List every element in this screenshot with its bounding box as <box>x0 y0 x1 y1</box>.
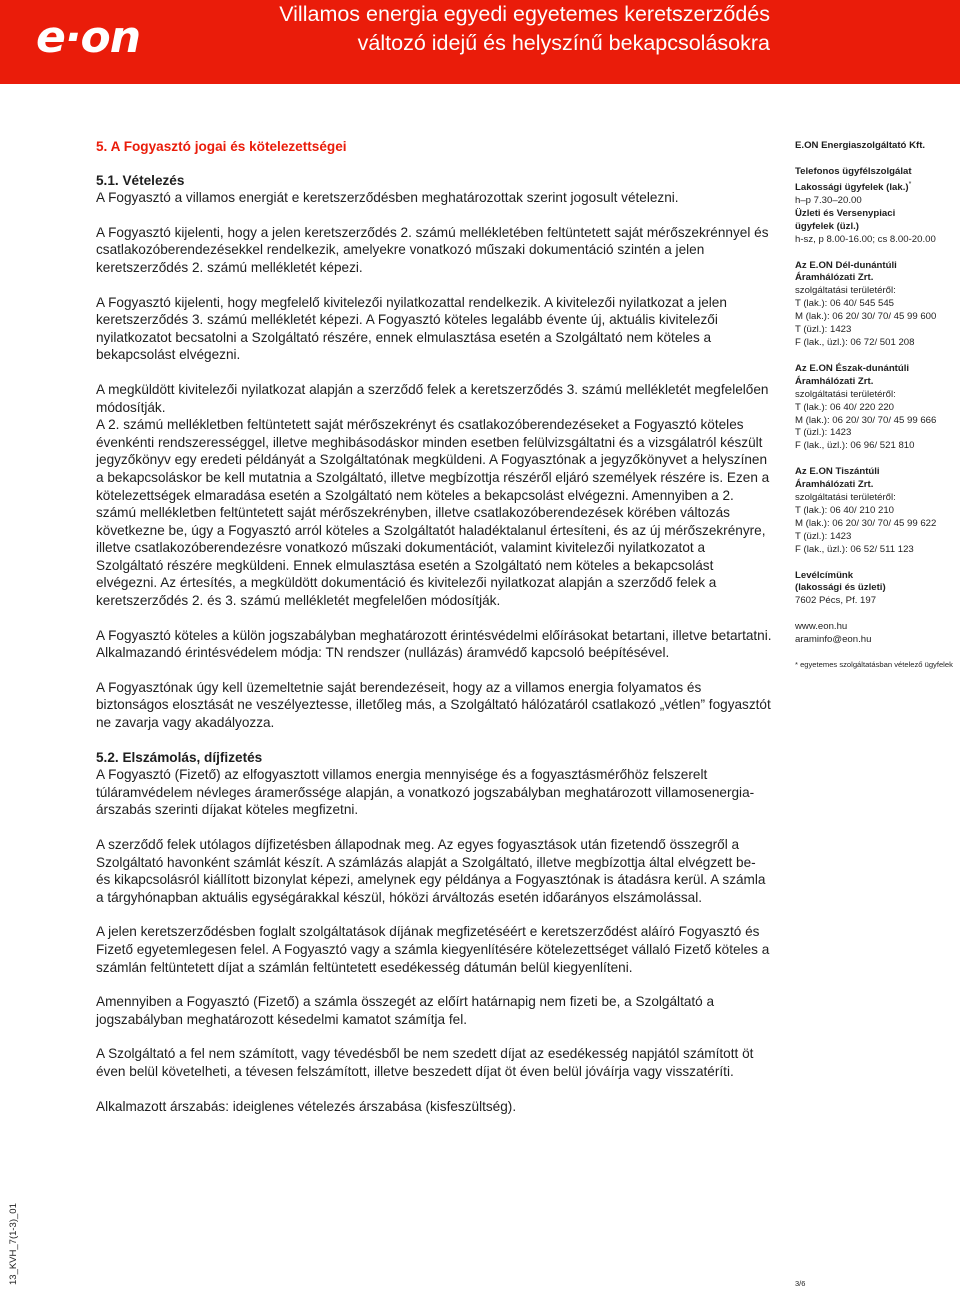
region-fax: F (lak., üzl.): 06 52/ 511 123 <box>795 543 914 555</box>
online-contact-block <box>795 621 955 647</box>
paragraph: A megküldött kivitelezői nyilatkozat alapján a szerződő felek a keretszerződés 3. számú mellékletét megfelelően módosítják. <box>96 381 769 415</box>
subsection-title-5-2: 5.2. Elszámolás, díjfizetés <box>96 749 263 765</box>
region-phone: T (lak.): 06 40/ 545 545 <box>795 298 895 310</box>
phone-service-block <box>795 166 955 247</box>
region-block <box>795 363 955 453</box>
region-business-phone: T (üzl.): 1423 <box>795 530 852 542</box>
paragraph: A Fogyasztó köteles a külön jogszabályban meghatározott érintésvédelmi előírásokat betartani, illetve betartatni. Alkalmazandó érintésvédelem módja: TN rendszer (nullázás) áramvédő kapcsoló beépítésével. <box>96 627 772 661</box>
mailing-title-1: Levélcímünk <box>795 569 854 581</box>
paragraph: A 2. számú mellékletben feltüntetett saját mérőszekrényt és csatlakozóberendezéseket a Fogyasztó köteles évenkénti rendszerességgel, illetve meghibásodáskor minden esetben felülvizsgáltatni és a vizsgálatról készült jegyzőkönyv egy eredeti példányát a Szolgáltatónak megküldeni. A Fogyasztónak a jegyzőkönyvet a helyszínen a bekapcsoláskor be kell mutatnia a Szolgáltató, illetve megbízottja részéről eljáró személyek részére is. Ezen a kötelezettségek elmaradása esetén a Szolgáltató nem köteles a bekapcsolást elvégezni. Amennyiben a 2. számú mellékletben feltüntetett saját mérőszekrényben, illetve csatlakozóberendezések körében változás következne be, úgy a Fogyasztó arról köteles a Szolgáltatót haladéktalanul értesíteni, és az új mérőszekrényre, illetve csatlakozóberendezésre vonatkozó műszaki dokumentációt, valamint kivitelezői nyilatkozatot a Szolgáltató részére megküldeni. Ennek elmulasztása esetén a Szolgáltató nem köteles a bekapcsolást elvégezni. Az értesítés, a megküldött dokumentáció és kivitelezői nyilatkozat alapján a szerződő felek a keretszerződés 2. és 3. számú mellékletét megfelelően módosítják. <box>96 417 770 609</box>
region-area: szolgáltatási területéről: <box>795 388 896 400</box>
region-fax: F (lak., üzl.): 06 96/ 521 810 <box>795 440 915 452</box>
mailing-title-2: (lakossági és üzleti) <box>795 582 886 594</box>
title-line-1: Villamos energia egyedi egyetemes keretszerződés <box>279 2 770 26</box>
paragraph: Amennyiben a Fogyasztó (Fizető) a számla összegét az előírt határnapig nem fizeti be, a Szolgáltató a jogszabályban meghatározott késedelmi kamatot számítja fel. <box>96 994 715 1027</box>
company-name: E.ON Energiaszolgáltató Kft. <box>795 140 926 151</box>
region-phone: T (lak.): 06 40/ 220 220 <box>795 401 895 413</box>
page-number: 3/6 <box>795 1279 806 1288</box>
region-name: Az E.ON Dél-dunántúli <box>795 259 897 271</box>
main-content <box>96 138 772 1132</box>
paragraph: A jelen keretszerződésben foglalt szolgáltatások díjának megfizetéséért e keretszerződést aláíró Fogyasztó és Fizető egyetemlegesen felel. A Fogyasztó vagy a számla kiegyenlítésére kötelezettséget vállaló Fizető köteles a számlán feltüntetett díjat a számlán feltüntetett esedékesség dátumán belül kiegyenlíteni. <box>96 924 770 975</box>
paragraph: A Fogyasztónak úgy kell üzemeltetnie saját berendezéseit, hogy az a villamos energia folyamatos és biztonságos elosztását ne veszélyeztesse, illetőleg más, a Szolgáltató hálózatáról csatlakozó „vétlen” fogyasztót ne zavarja vagy akadályozza. <box>96 679 771 731</box>
region-name: Az E.ON Tiszántúli <box>795 466 880 478</box>
region-area: szolgáltatási területéről: <box>795 492 896 504</box>
region-block <box>795 260 955 350</box>
website-link[interactable]: www.eon.hu <box>795 621 848 633</box>
paragraph: A Fogyasztó a villamos energiát e keretszerződésben meghatározottak szerint jogosult vételezni. <box>96 190 679 206</box>
region-area: szolgáltatási területéről: <box>795 285 896 297</box>
region-mobile: M (lak.): 06 20/ 30/ 70/ 45 99 622 <box>795 517 937 529</box>
region-company: Áramhálózati Zrt. <box>795 375 874 387</box>
title-line-2: változó idejű és helyszínű bekapcsolásokra <box>357 31 770 55</box>
paragraph: A szerződő felek utólagos díjfizetésben állapodnak meg. Az egyes fogyasztások után fizetendő összegről a Szolgáltató havonként számlát készít. A számlázás alapját a Szolgáltató, illetve megbízottja által elvégzett be- és kikapcsolásról kiállított bizonylat képezi, amelynek egy példánya a Fogyasztónak is átadásra kerül. A számla a tárgyhónapban aktuális egységárakkal készül, hóközi árváltozás esetén időarányos elszámolással. <box>96 837 766 905</box>
region-mobile: M (lak.): 06 20/ 30/ 70/ 45 99 600 <box>795 311 937 323</box>
paragraph: Alkalmazott árszabás: ideiglenes vételezés árszabása (kisfeszültség). <box>96 1098 517 1114</box>
region-company: Áramhálózati Zrt. <box>795 272 874 284</box>
paragraph: A Fogyasztó kijelenti, hogy a jelen keretszerződés 2. számú mellékletében feltüntetett saját mérőszekrénnyel és csatlakozóberendezésekkel rendelkezik, amelyekre vonatkozó műszaki dokumentáció szintén a jelen keretszerződés 2. számú mellékletét képezi. <box>96 224 769 275</box>
subsection-title-5-1: 5.1. Vételezés <box>96 172 185 188</box>
paragraph: A Fogyasztó (Fizető) az elfogyasztott villamos energia mennyisége és a fogyasztásmérőhöz felszerelt túláramvédelem névleges áramerőssége alapján, a vonatkozó jogszabályban meghatározott villamosenergia-árszabás szerinti díjakat köteles megfizetni. <box>96 767 755 818</box>
paragraph: A Fogyasztó kijelenti, hogy megfelelő kivitelezői nyilatkozattal rendelkezik. A kivitelezői nyilatkozat a jelen keretszerződés 3. számú mellékletét képezi. A Fogyasztó köteles legalább évente új, aktuális kivitelezői nyilatkozatot becsatolni a Szolgáltató részére, ennek elmulasztása esetén a Szolgáltató nem köteles a bekapcsolást elvégezni. <box>96 294 727 363</box>
phone-service-title: Telefonos ügyfélszolgálat <box>795 165 912 177</box>
document-code: 13_KVH_7(1-3)_01 <box>8 1203 19 1285</box>
region-business-phone: T (üzl.): 1423 <box>795 324 852 336</box>
paragraph: A Szolgáltató a fel nem számított, vagy tévedésből be nem szedett díjat az esedékesség napjától számított öt éven belül követelheti, a tévesen felszámított, illetve beszedett díjat öt éven belül jóváírja vagy visszatéríti. <box>96 1046 754 1079</box>
business-hours: h-sz, p 8.00-16.00; cs 8.00-20.00 <box>795 233 936 245</box>
email-link[interactable]: araminfo@eon.hu <box>795 634 872 646</box>
document-title <box>279 0 770 58</box>
eon-logo: e·on <box>36 12 141 63</box>
footnote: * egyetemes szolgáltatásban vételező ügyfelek <box>795 660 953 670</box>
region-company: Áramhálózati Zrt. <box>795 479 874 491</box>
business-label-1: Üzleti és Versenypiaci <box>795 207 896 219</box>
region-fax: F (lak., üzl.): 06 72/ 501 208 <box>795 336 915 348</box>
region-name: Az E.ON Észak-dunántúli <box>795 362 910 374</box>
residential-hours: h–p 7.30–20.00 <box>795 194 862 206</box>
header-banner <box>0 0 960 84</box>
region-block <box>795 466 955 556</box>
residential-label: Lakossági ügyfelek (lak.) <box>795 182 909 193</box>
region-phone: T (lak.): 06 40/ 210 210 <box>795 504 895 516</box>
section-title: 5. A Fogyasztó jogai és kötelezettségei <box>96 139 347 154</box>
region-mobile: M (lak.): 06 20/ 30/ 70/ 45 99 666 <box>795 414 937 426</box>
mailing-address-block <box>795 570 955 609</box>
region-business-phone: T (üzl.): 1423 <box>795 427 852 439</box>
footnote-mark: * <box>908 180 912 188</box>
contact-sidebar <box>795 140 955 671</box>
business-label-2: ügyfelek (üzl.) <box>795 220 859 232</box>
mailing-address: 7602 Pécs, Pf. 197 <box>795 595 877 607</box>
